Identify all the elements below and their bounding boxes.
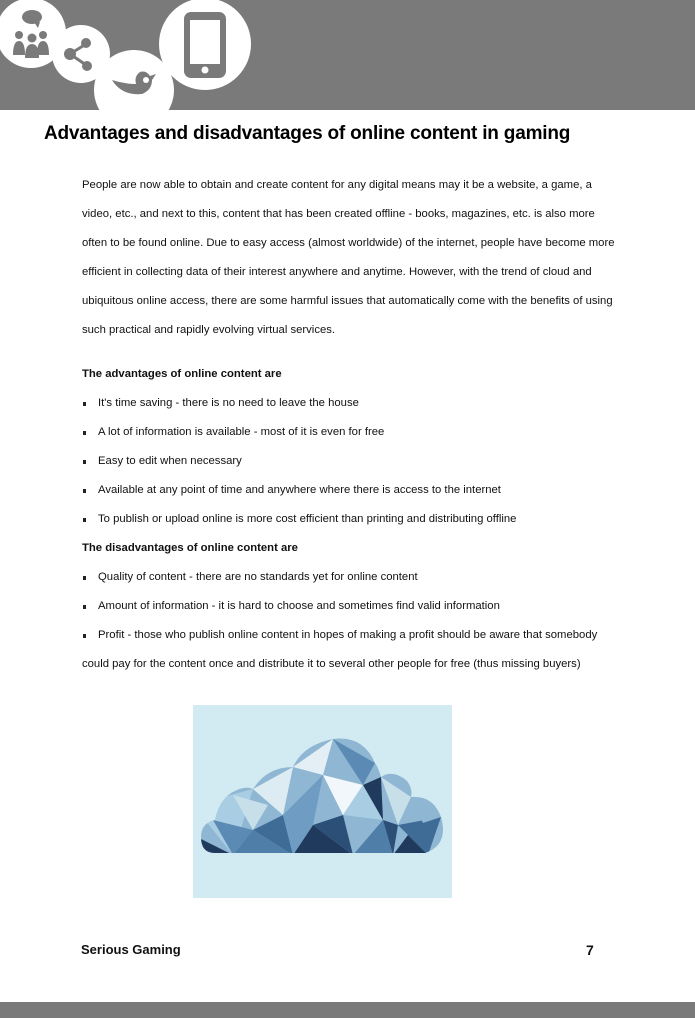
list-item: A lot of information is available - most of it is even for free xyxy=(82,418,642,447)
list-item: Amount of information - it is hard to choose and sometimes find valid information xyxy=(82,592,642,621)
intro-line: such practical and rapidly evolving virtual services. xyxy=(82,324,336,336)
cloud-figure xyxy=(193,705,452,898)
intro-paragraph xyxy=(82,171,642,345)
intro-line: video, etc., and next to this, content that has been created offline - books, magazines, etc. is also more xyxy=(82,208,595,220)
disadvantages-list xyxy=(82,563,642,650)
advantages-heading: The advantages of online content are xyxy=(82,368,282,380)
list-item: It's time saving - there is no need to leave the house xyxy=(82,389,642,418)
header-band xyxy=(0,0,695,110)
intro-line: often to be found online. Due to easy access (almost worldwide) of the internet, people have become more xyxy=(82,237,615,249)
list-item: Profit - those who publish online content in hopes of making a profit should be aware that somebody xyxy=(82,621,642,650)
list-item: Quality of content - there are no standards yet for online content xyxy=(82,563,642,592)
disadvantage-continuation: could pay for the content once and distribute it to several other people for free (thus missing buyers) xyxy=(82,658,581,670)
list-item: Easy to edit when necessary xyxy=(82,447,642,476)
low-poly-cloud-illustration xyxy=(193,705,452,898)
page-title: Advantages and disadvantages of online content in gaming xyxy=(44,123,571,144)
intro-line: ubiquitous online access, there are some harmful issues that automatically come with the benefits of using xyxy=(82,295,613,307)
smartphone-icon xyxy=(159,0,251,90)
intro-line: People are now able to obtain and create content for any digital means may it be a website, a game, a xyxy=(82,179,592,191)
list-item: Available at any point of time and anywhere where there is access to the internet xyxy=(82,476,642,505)
footer-band xyxy=(0,1002,695,1018)
footer-title: Serious Gaming xyxy=(81,942,181,957)
list-item: To publish or upload online is more cost efficient than printing and distributing offline xyxy=(82,505,642,534)
disadvantages-heading: The disadvantages of online content are xyxy=(82,542,298,554)
content xyxy=(82,171,642,679)
advantages-list xyxy=(82,389,642,534)
page-number: 7 xyxy=(586,942,594,958)
intro-line: efficient in collecting data of their interest anywhere and anytime. However, with the trend of cloud and xyxy=(82,266,592,278)
smartphone-circle xyxy=(159,0,251,90)
